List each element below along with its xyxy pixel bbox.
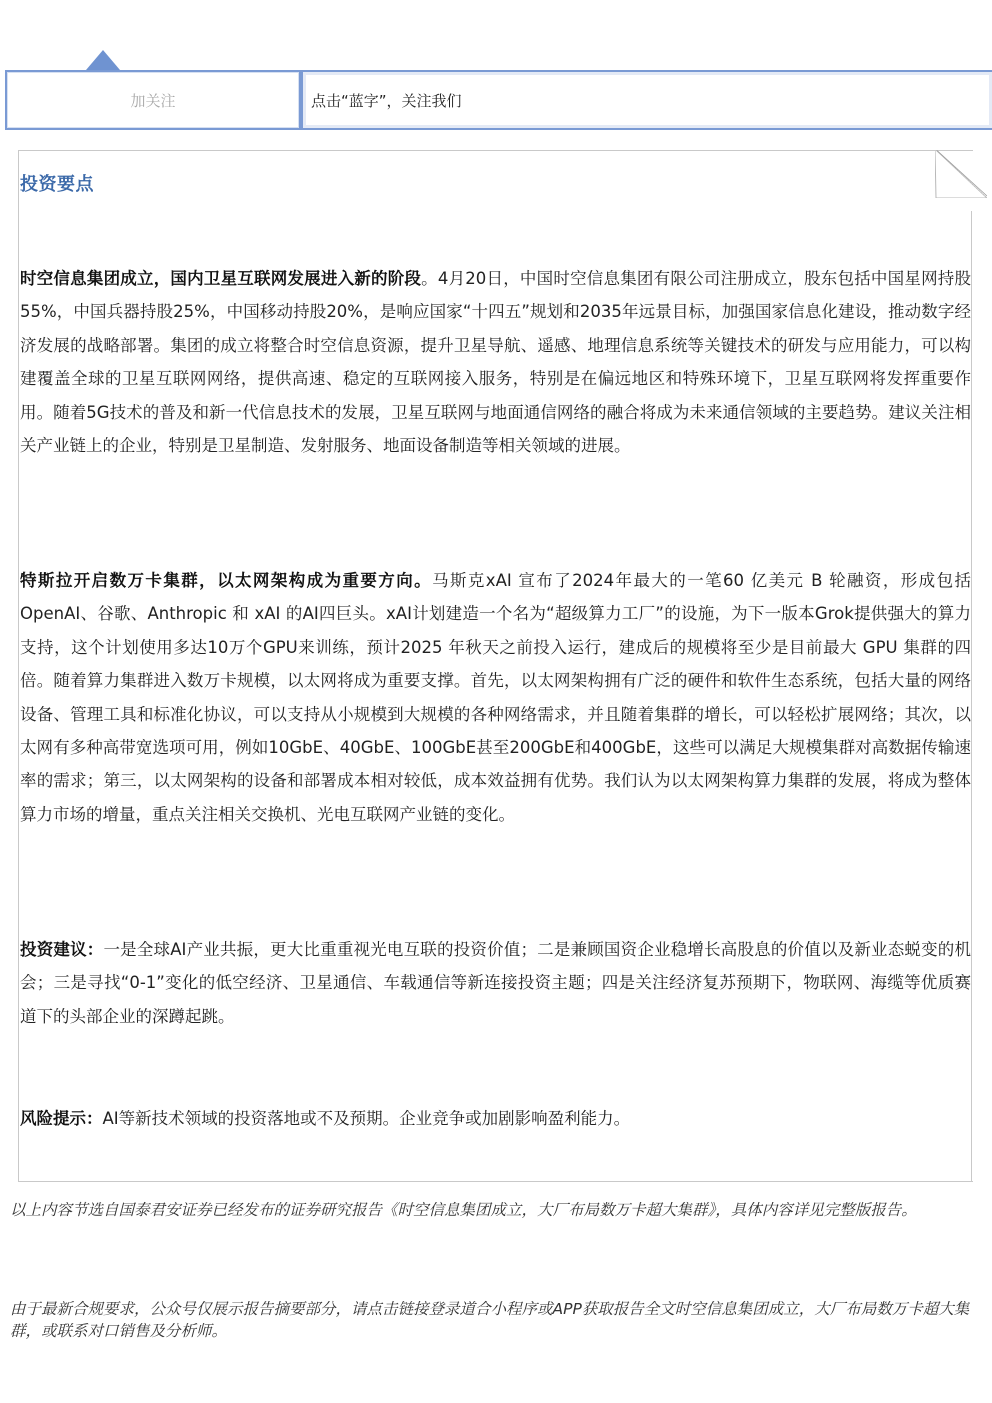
follow-hint-box [301, 70, 992, 130]
card-border-right [971, 211, 972, 1181]
follow-pointer-triangle [86, 50, 120, 70]
paragraph-lead: 风险提示： [20, 1109, 103, 1128]
follow-button-label: 加关注 [130, 91, 176, 110]
paragraph-ethernet-cluster [20, 564, 971, 831]
paragraph-satellite-group [20, 262, 971, 462]
paragraph-lead: 时空信息集团成立，国内卫星互联网发展进入新的阶段 [20, 269, 422, 288]
page-fold-corner-icon [935, 150, 987, 198]
paragraph-body: AI等新技术领域的投资落地或不及预期。企业竞争或加剧影响盈利能力。 [102, 1109, 631, 1128]
paragraph-body: 一是全球AI产业共振，更大比重重视光电互联的投资价值；二是兼顾国资企业稳增长高股息的价值以及新业态蜕变的机会；三是寻找“0-1”变化的低空经济、卫星通信、车载通信等新连接投资主题；四是关注经济复苏预期下，物联网、海缆等优质赛道下的头部企业的深蹲起跳。 [20, 940, 971, 1026]
paragraph-investment-advice [20, 933, 971, 1033]
paragraph-body: 。4月20日，中国时空信息集团有限公司注册成立，股东包括中国星网持股55%，中国兵器持股25%，中国移动持股20%，是响应国家“十四五”规划和2035年远景目标，加强国家信息化建设，推动数字经济发展的战略部署。集团的成立将整合时空信息资源，提升卫星导航、遥感、地理信息系统等关键技术的研发与应用能力，可以构建覆盖全球的卫星互联网网络，提供高速、稳定的互联网接入服务，特别是在偏远地区和特殊环境下，卫星互联网将发挥重要作用。随着5G技术的普及和新一代信息技术的发展，卫星互联网与地面通信网络的融合将成为未来通信领域的主要趋势。建议关注相关产业链上的企业，特别是卫星制造、发射服务、地面设备制造等相关领域的进展。 [20, 269, 972, 456]
follow-hint-text: 点击“蓝字”，关注我们 [311, 91, 462, 110]
paragraph-lead: 投资建议： [20, 940, 104, 959]
source-note: 以上内容节选自国泰君安证券已经发布的证券研究报告《时空信息集团成立，大厂布局数万卡超大集群》，具体内容详见完整版报告。 [10, 1201, 917, 1219]
section-title: 投资要点 [20, 174, 94, 195]
paragraph-body: 马斯克xAI 宣布了2024年最大的一笔60 亿美元 B 轮融资，形成包括 OpenAI、谷歌、Anthropic 和 xAI 的AI四巨头。xAI计划建造一个名为“超级算力工厂”的设施，为下一版本Grok提供强大的算力支持，这个计划使用多达10万个GPU来训练，预计2025 年秋天之前投入运行，建成后的规模将至少是目前最大 GPU 集群的四倍。随着算力集群进入数万卡规模，以太网将成为重要支撑。首先，以太网架构拥有广泛的硬件和软件生态系统，包括大量的网络设备、管理工具和标准化协议，可以支持从小规模到大规模的各种网络需求，并且随着集群的增长，可以轻松扩展网络；其次，以太网有多种高带宽选项可用，例如10GbE、40GbE、100GbE甚至200GbE和400GbE，这些可以满足大规模集群对高数据传输速率的需求；第三，以太网架构的设备和部署成本相对较低，成本效益拥有优势。我们认为以太网架构算力集群的发展，将成为整体算力市场的增量，重点关注相关交换机、光电互联网产业链的变化。 [20, 571, 971, 824]
paragraph-risk-warning [20, 1102, 971, 1135]
compliance-note: 由于最新合规要求，公众号仅展示报告摘要部分，请点击链接登录道合小程序或APP获取报告全文时空信息集团成立，大厂布局数万卡超大集群，或联系对口销售及分析师。 [10, 1300, 970, 1340]
follow-button[interactable] [5, 70, 301, 130]
paragraph-lead: 特斯拉开启数万卡集群，以太网架构成为重要方向。 [20, 571, 433, 590]
